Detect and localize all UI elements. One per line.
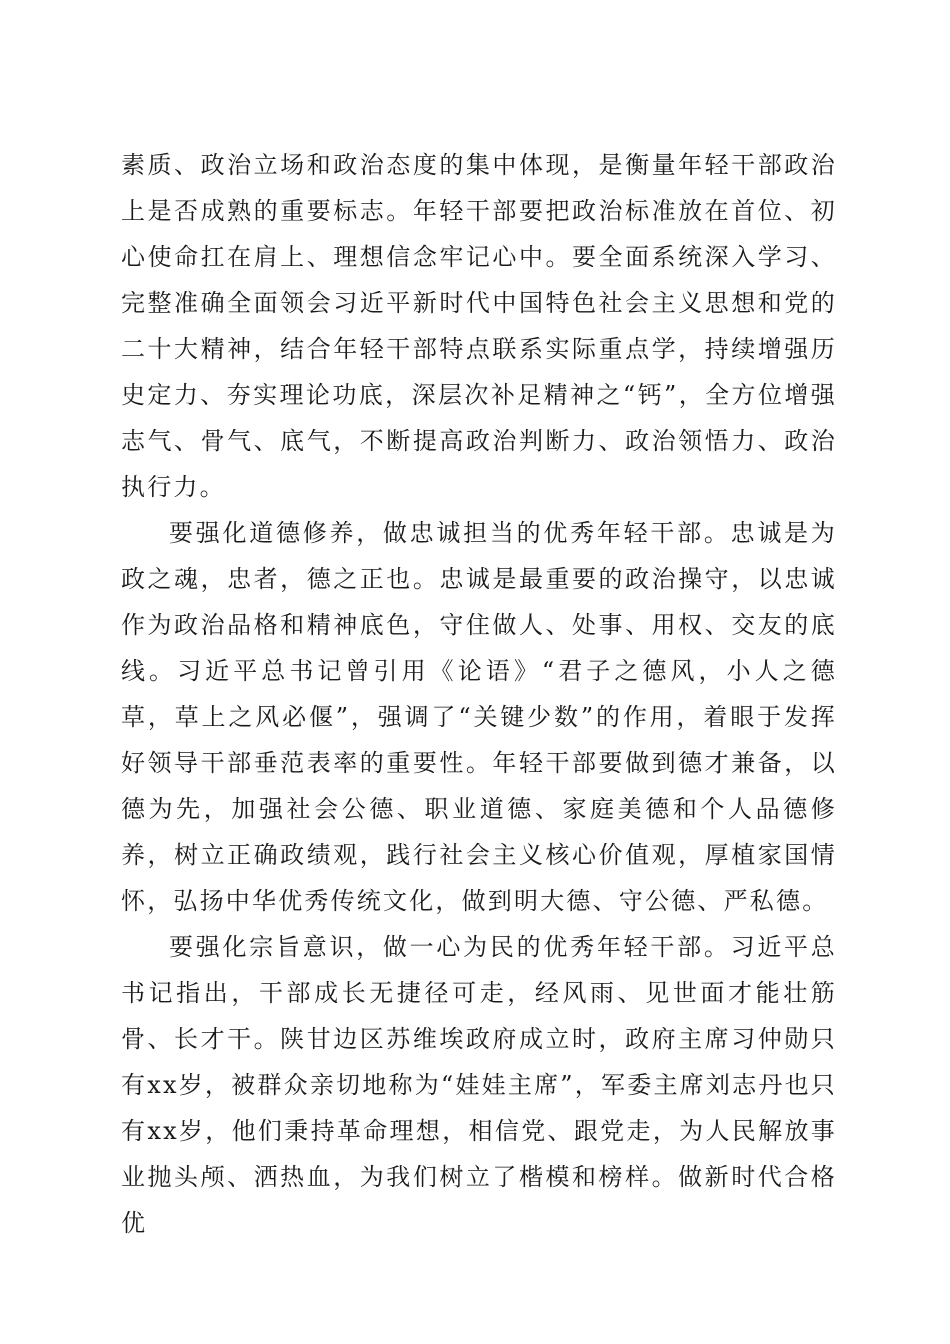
document-body	[121, 142, 837, 1246]
paragraph-continuation: 素质、政治立场和政治态度的集中体现，是衡量年轻干部政治上是否成熟的重要标志。年轻干部要把政治标准放在首位、初心使命扛在肩上、理想信念牢记心中。要全面系统深入学习、完整准确全面领会习近平新时代中国特色社会主义思想和党的二十大精神，结合年轻干部特点联系实际重点学，持续增强历史定力、夯实理论功底，深层次补足精神之“钙”，全方位增强志气、骨气、底气，不断提高政治判断力、政治领悟力、政治执行力。	[121, 151, 837, 501]
paragraph-purpose-awareness: 要强化宗旨意识，做一心为民的优秀年轻干部。习近平总书记指出，干部成长无捷径可走，经风雨、见世面才能壮筋骨、长才干。陕甘边区苏维埃政府成立时，政府主席习仲勋只有xx岁，被群众亲切地称为“娃娃主席”，军委主席刘志丹也只有xx岁，他们秉持革命理想，相信党、跟党走，为人民解放事业抛头颅、洒热血，为我们树立了楷模和榜样。做新时代合格优	[121, 933, 837, 1237]
paragraph-moral-cultivation: 要强化道德修养，做忠诚担当的优秀年轻干部。忠诚是为政之魂，忠者，德之正也。忠诚是最重要的政治操守，以忠诚作为政治品格和精神底色，守住做人、处事、用权、交友的底线。习近平总书记曾引用《论语》“君子之德风，小人之德草，草上之风必偃”，强调了“关键少数”的作用，着眼于发挥好领导干部垂范表率的重要性。年轻干部要做到德才兼备，以德为先，加强社会公德、职业道德、家庭美德和个人品德修养，树立正确政绩观，践行社会主义核心价值观，厚植家国情怀，弘扬中华优秀传统文化，做到明大德、守公德、严私德。	[121, 519, 837, 915]
